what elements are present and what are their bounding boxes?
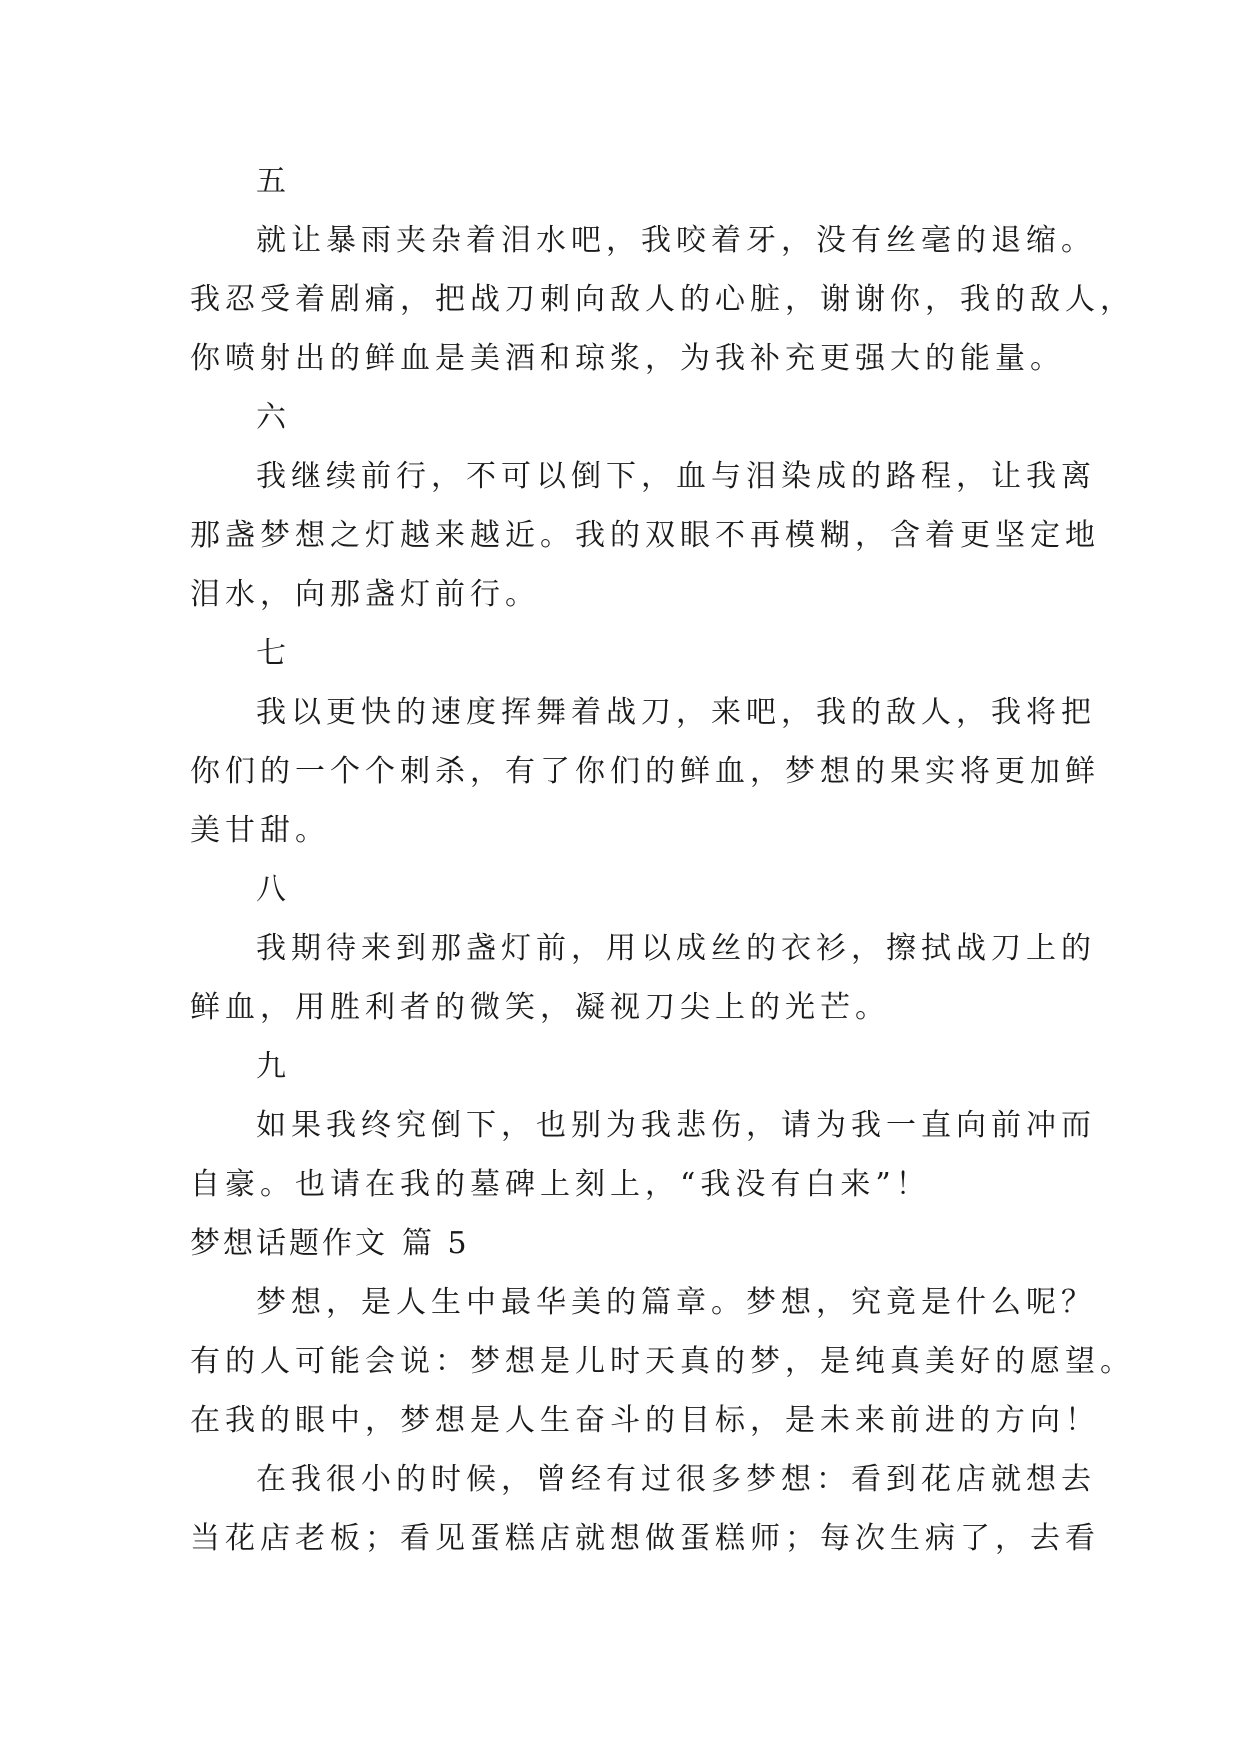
- paragraph-line: 在我的眼中，梦想是人生奋斗的目标，是未来前进的方向！: [190, 1403, 1100, 1438]
- section-numeral-9: 九: [256, 1049, 291, 1084]
- section-numeral-7: 七: [256, 636, 291, 671]
- article-title: 梦想话题作文: [190, 1226, 388, 1261]
- paragraph-line: 有的人可能会说：梦想是儿时天真的梦，是纯真美好的愿望。: [190, 1344, 1135, 1379]
- paragraph-line: 那盏梦想之灯越来越近。我的双眼不再模糊，含着更坚定地: [190, 518, 1100, 553]
- paragraph-line: 美甘甜。: [190, 813, 330, 848]
- section-numeral-8: 八: [256, 872, 291, 907]
- paragraph-line: 我以更快的速度挥舞着战刀，来吧，我的敌人，我将把: [256, 695, 1096, 730]
- paragraph-line: 如果我终究倒下，也别为我悲伤，请为我一直向前冲而: [256, 1108, 1096, 1143]
- paragraph-line: 就让暴雨夹杂着泪水吧，我咬着牙，没有丝毫的退缩。: [256, 223, 1096, 258]
- paragraph-line: 泪水，向那盏灯前行。: [190, 577, 540, 612]
- paragraph-line: 梦想，是人生中最华美的篇章。梦想，究竟是什么呢？: [256, 1285, 1096, 1320]
- paragraph-line: 我忍受着剧痛，把战刀刺向敌人的心脏，谢谢你，我的敌人，: [190, 282, 1135, 317]
- section-numeral-6: 六: [256, 400, 291, 435]
- paragraph-line: 你们的一个个刺杀，有了你们的鲜血，梦想的果实将更加鲜: [190, 754, 1100, 789]
- document-body: [190, 152, 1135, 1568]
- paragraph-line: 在我很小的时候，曾经有过很多梦想：看到花店就想去: [256, 1462, 1096, 1497]
- article-part-label: 篇 5: [402, 1226, 470, 1261]
- section-numeral-5: 五: [256, 164, 291, 199]
- article-heading: [190, 1214, 1060, 1273]
- paragraph-line: 你喷射出的鲜血是美酒和琼浆，为我补充更强大的能量。: [190, 341, 1065, 376]
- paragraph-line: 当花店老板；看见蛋糕店就想做蛋糕师；每次生病了，去看: [190, 1521, 1100, 1556]
- paragraph-line: 鲜血，用胜利者的微笑，凝视刀尖上的光芒。: [190, 990, 890, 1025]
- paragraph-line: 我继续前行，不可以倒下，血与泪染成的路程，让我离: [256, 459, 1096, 494]
- paragraph-line: 自豪。也请在我的墓碑上刻上，“我没有白来”！: [190, 1167, 931, 1202]
- paragraph-line: 我期待来到那盏灯前，用以成丝的衣衫，擦拭战刀上的: [256, 931, 1096, 966]
